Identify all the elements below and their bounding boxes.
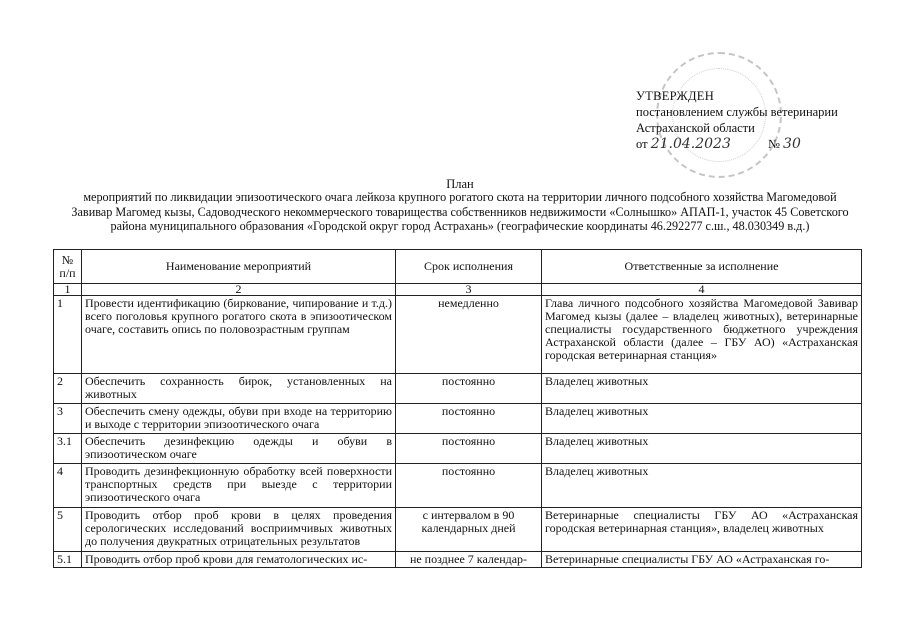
approval-line-1: постановлением службы ветеринарии bbox=[636, 105, 838, 119]
row-num: 2 bbox=[54, 374, 82, 404]
column-number-row bbox=[54, 284, 862, 296]
row-term: постоянно bbox=[396, 374, 542, 404]
row-action: Обеспечить сохранность бирок, установленных на животных bbox=[82, 374, 396, 404]
row-term: постоянно bbox=[396, 464, 542, 508]
table-row bbox=[54, 374, 862, 404]
table-header-row bbox=[54, 250, 862, 284]
row-responsible: Владелец животных bbox=[542, 464, 862, 508]
approval-date-number bbox=[636, 136, 876, 152]
from-label: от bbox=[636, 137, 648, 151]
document-description: мероприятий по ликвидации эпизоотического очага лейкоза крупного рогатого скота на территории личного подсобного хозяйства Магомедовой Завивар Магомед кызы, Садоводческого некоммерческого товарищества собственников недвижимости «Солнышко» АПАП-1, участок 45 Советского района муниципального образования «Городской округ город Астрахань» (географические координаты 46.292277 с.ш., 48.030349 в.д.) bbox=[71, 190, 849, 233]
row-responsible: Глава личного подсобного хозяйства Магомедовой Завивар Магомед кызы (далее – владелец животных), ветеринарные специалисты государственного бюджетного учреждения Астраханской области (далее – ГБУ АО) «Астраханская городская ветеринарная станция» bbox=[542, 296, 862, 374]
column-number: 1 bbox=[54, 284, 82, 296]
row-num: 3 bbox=[54, 404, 82, 434]
table-row bbox=[54, 404, 862, 434]
row-num: 3.1 bbox=[54, 434, 82, 464]
table-row bbox=[54, 464, 862, 508]
handwritten-number: 30 bbox=[783, 136, 801, 152]
table-row bbox=[54, 434, 862, 464]
row-term: немедленно bbox=[396, 296, 542, 374]
row-responsible: Ветеринарные специалисты ГБУ АО «Астраханская городская ветеринарная станция», владелец животных bbox=[542, 508, 862, 552]
table-row bbox=[54, 508, 862, 552]
approval-heading: УТВЕРЖДЕН bbox=[636, 89, 715, 103]
document-title: План bbox=[446, 177, 474, 191]
approval-line-2: Астраханской области bbox=[636, 121, 755, 135]
row-responsible: Владелец животных bbox=[542, 374, 862, 404]
approval-block bbox=[636, 88, 876, 152]
plan-table bbox=[53, 249, 862, 568]
row-responsible: Ветеринарные специалисты ГБУ АО «Астраханская го- bbox=[542, 552, 862, 568]
row-term: с интервалом в 90 календарных дней bbox=[396, 508, 542, 552]
row-term: не позднее 7 календар- bbox=[396, 552, 542, 568]
row-responsible: Владелец животных bbox=[542, 434, 862, 464]
header-action: Наименование мероприятий bbox=[82, 250, 396, 284]
number-label: № bbox=[767, 137, 780, 151]
row-num: 1 bbox=[54, 296, 82, 374]
row-num: 5.1 bbox=[54, 552, 82, 568]
row-action: Обеспечить смену одежды, обуви при входе на территорию и выходе с территории эпизоотического очага bbox=[82, 404, 396, 434]
table-row bbox=[54, 552, 862, 568]
column-number: 4 bbox=[542, 284, 862, 296]
header-num: № п/п bbox=[54, 250, 82, 284]
row-action: Обеспечить дезинфекцию одежды и обуви в эпизоотическом очаге bbox=[82, 434, 396, 464]
table-row bbox=[54, 296, 862, 374]
row-responsible: Владелец животных bbox=[542, 404, 862, 434]
row-num: 5 bbox=[54, 508, 82, 552]
row-term: постоянно bbox=[396, 404, 542, 434]
header-responsible: Ответственные за исполнение bbox=[542, 250, 862, 284]
row-action: Проводить дезинфекционную обработку всей поверхности транспортных средств при выезде с территории эпизоотического очага bbox=[82, 464, 396, 508]
column-number: 3 bbox=[396, 284, 542, 296]
row-num: 4 bbox=[54, 464, 82, 508]
row-term: постоянно bbox=[396, 434, 542, 464]
row-action: Проводить отбор проб крови для гематологических ис- bbox=[82, 552, 396, 568]
row-action: Провести идентификацию (биркование, чипирование и т.д.) всего поголовья крупного рогатого скота в эпизоотическом очаге, составить опись по половозрастным группам bbox=[82, 296, 396, 374]
header-term: Срок исполнения bbox=[396, 250, 542, 284]
handwritten-date: 21.04.2023 bbox=[650, 136, 731, 152]
column-number: 2 bbox=[82, 284, 396, 296]
row-action: Проводить отбор проб крови в целях проведения серологических исследований восприимчивых животных до получения двукратных отрицательных результатов bbox=[82, 508, 396, 552]
